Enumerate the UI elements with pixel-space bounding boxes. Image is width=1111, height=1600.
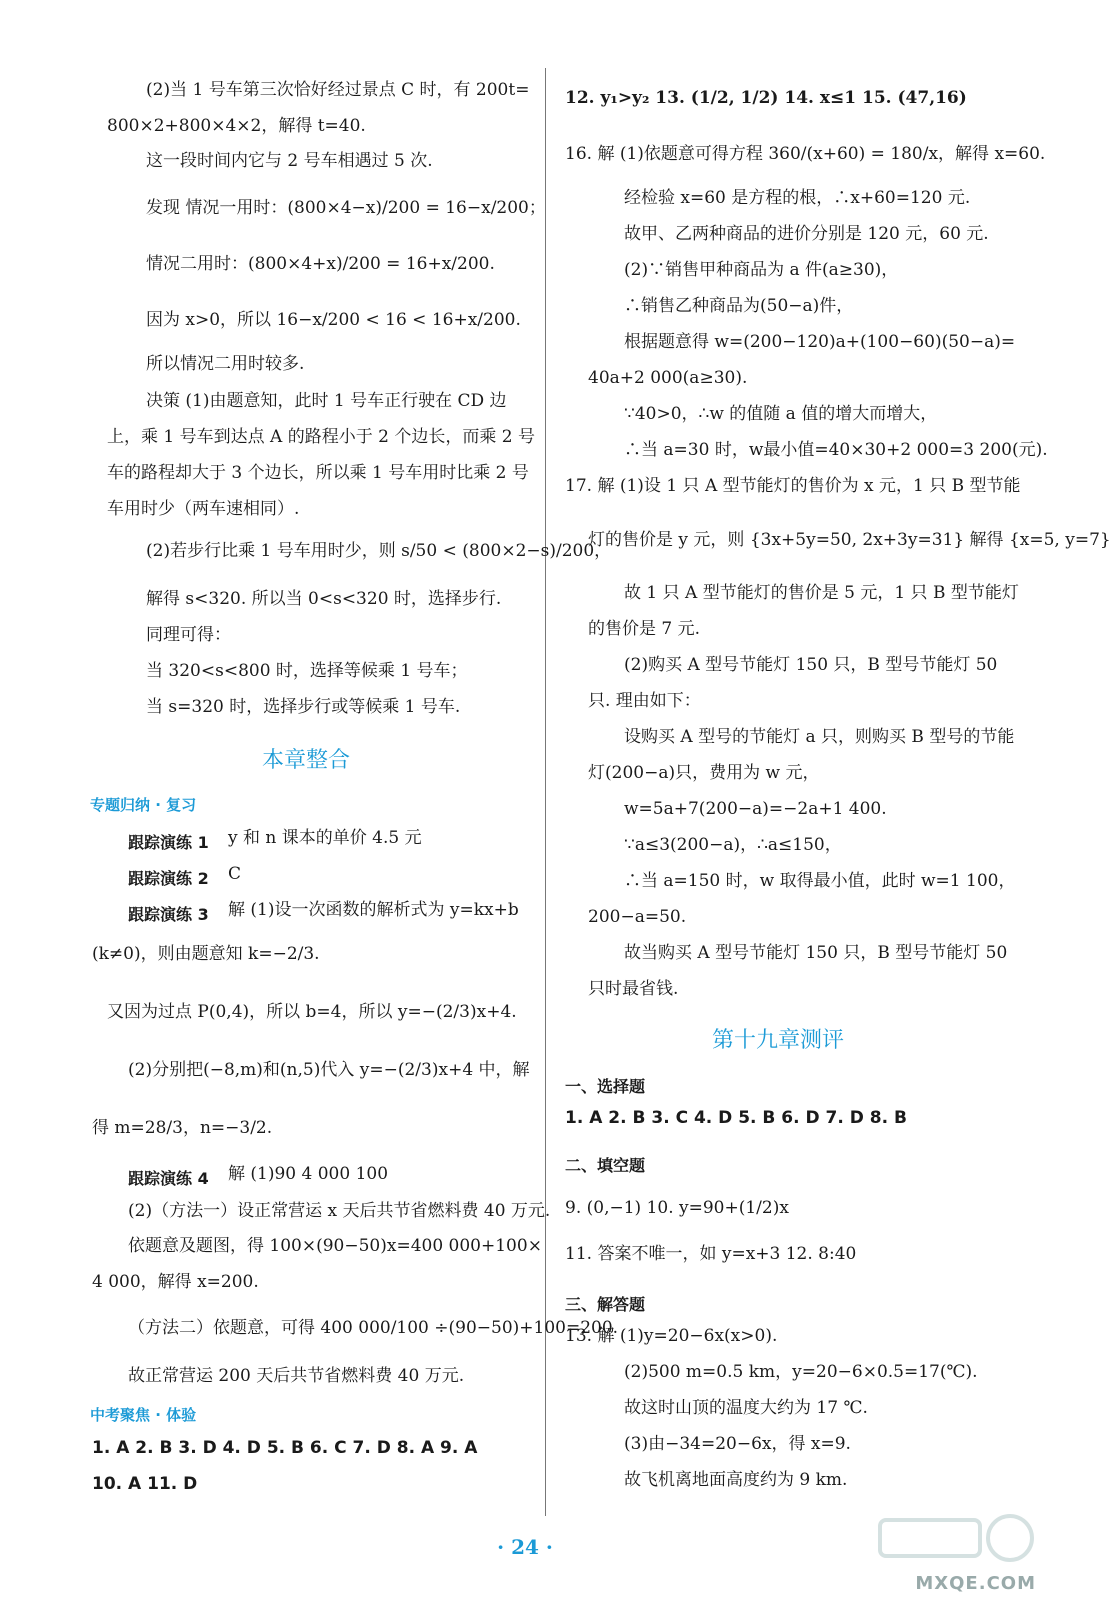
text-line: 根据题意得 w=(200−120)a+(100−60)(50−a)= — [624, 332, 1016, 352]
text-line: 故甲、乙两种商品的进价分别是 120 元，60 元. — [624, 224, 989, 244]
text-line: 解 (1)设一次函数的解析式为 y=kx+b — [228, 900, 519, 920]
text-line: 灯的售价是 y 元，则 {3x+5y=50, 2x+3y=31} 解得 {x=5, y=7} — [588, 530, 1111, 550]
text-line: 13. 解 (1)y=20−6x(x>0). — [565, 1326, 778, 1346]
text-line: 16. 解 (1)依题意可得方程 360/(x+60) = 180/x，解得 x=60. — [565, 144, 1046, 164]
text-line: 解 (1)90 4 000 100 — [228, 1164, 389, 1184]
text-line: (k≠0)，则由题意知 k=−2/3. — [92, 944, 320, 964]
text-line: 这一段时间内它与 2 号车相遇过 5 次. — [146, 151, 433, 171]
answer-line: 12. y₁>y₂ 13. (1/2, 1/2) 14. x≤1 15. (47,16) — [565, 88, 967, 108]
section-heading: 第十九章测评 — [712, 1028, 845, 1053]
text-line: (3)由−34=20−6x，得 x=9. — [624, 1434, 851, 1454]
section-label: 二、填空题 — [565, 1156, 646, 1175]
text-line: （方法二）依题意，可得 400 000/100 ÷(90−50)+100=200. — [128, 1318, 619, 1338]
subsection-label: 专题归纳 · 复习 — [90, 796, 197, 814]
text-line: 同理可得： — [146, 625, 231, 645]
text-line: 决策 (1)由题意知，此时 1 号车正行驶在 CD 边 — [146, 391, 507, 411]
text-line: 经检验 x=60 是方程的根，∴x+60=120 元. — [624, 188, 971, 208]
exercise-label: 跟踪演练 1 — [128, 833, 209, 852]
text-line: 又因为过点 P(0,4)，所以 b=4，所以 y=−(2/3)x+4. — [107, 1002, 517, 1022]
text-line: 故飞机离地面高度约为 9 km. — [624, 1470, 848, 1490]
text-line: 情况二用时：(800×4+x)/200 = 16+x/200. — [146, 254, 495, 274]
text-line: (2)500 m=0.5 km，y=20−6×0.5=17(℃). — [624, 1362, 978, 1382]
text-line: 因为 x>0，所以 16−x/200 < 16 < 16+x/200. — [146, 310, 521, 330]
text-line: 上，乘 1 号车到达点 A 的路程小于 2 个边长，而乘 2 号 — [107, 427, 535, 447]
text-line: 当 s=320 时，选择步行或等候乘 1 号车. — [146, 697, 461, 717]
text-line: 故 1 只 A 型节能灯的售价是 5 元，1 只 B 型节能灯 — [624, 583, 1019, 603]
text-line: (2)分别把(−8,m)和(n,5)代入 y=−(2/3)x+4 中，解 — [128, 1060, 530, 1080]
section-label: 一、选择题 — [565, 1077, 646, 1096]
text-line: ∵40>0，∴w 的值随 a 值的增大而增大， — [624, 404, 938, 424]
page-number: · 24 · — [497, 1535, 553, 1559]
subsection-label: 中考聚焦 · 体验 — [90, 1406, 197, 1424]
text-line: 故正常营运 200 天后共节省燃料费 40 万元. — [128, 1366, 465, 1386]
text-line: ∴销售乙种商品为(50−a)件， — [624, 296, 854, 316]
text-line: 依题意及题图，得 100×(90−50)x=400 000+100× — [128, 1236, 542, 1256]
text-line: 故当购买 A 型号节能灯 150 只，B 型号节能灯 50 — [624, 943, 1008, 963]
text-line: 故这时山顶的温度大约为 17 ℃. — [624, 1398, 868, 1418]
watermark-text: MXQE.COM — [915, 1573, 1036, 1594]
text-line: (2)（方法一）设正常营运 x 天后共节省燃料费 40 万元. — [128, 1201, 551, 1221]
text-line: 所以情况二用时较多. — [146, 354, 305, 374]
text-line: 解得 s<320. 所以当 0<s<320 时，选择步行. — [146, 589, 502, 609]
text-line: (2)当 1 号车第三次恰好经过景点 C 时，有 200t= — [146, 80, 530, 100]
text-line: ∴当 a=150 时，w 取得最小值，此时 w=1 100， — [624, 871, 1016, 891]
text-line: 4 000，解得 x=200. — [92, 1272, 259, 1292]
text-line: (2)若步行比乘 1 号车用时少，则 s/50 < (800×2−s)/200， — [146, 541, 612, 561]
text-line: 车用时少（两车速相同）. — [107, 499, 300, 519]
answer-line: 1. A 2. B 3. C 4. D 5. B 6. D 7. D 8. B — [565, 1108, 907, 1128]
answer-line: 9. (0,−1) 10. y=90+(1/2)x — [565, 1198, 789, 1218]
section-heading: 本章整合 — [262, 748, 351, 773]
text-line: ∴当 a=30 时，w最小值=40×30+2 000=3 200(元). — [624, 440, 1048, 460]
text-line: 只. 理由如下： — [588, 691, 701, 711]
text-line: 得 m=28/3，n=−3/2. — [92, 1118, 273, 1138]
text-line: 17. 解 (1)设 1 只 A 型节能灯的售价为 x 元，1 只 B 型节能 — [565, 476, 1021, 496]
text-line: y 和 n 课本的单价 4.5 元 — [228, 828, 422, 848]
column-divider — [545, 68, 546, 1516]
text-line: 只时最省钱. — [588, 979, 679, 999]
text-line: (2)购买 A 型号节能灯 150 只，B 型号节能灯 50 — [624, 655, 998, 675]
exercise-label: 跟踪演练 4 — [128, 1169, 209, 1188]
exercise-label: 跟踪演练 2 — [128, 869, 209, 888]
text-line: 的售价是 7 元. — [588, 619, 701, 639]
text-line: 发现 情况一用时：(800×4−x)/200 = 16−x/200； — [146, 198, 546, 218]
text-line: C — [228, 864, 242, 884]
answer-line: 11. 答案不唯一，如 y=x+3 12. 8:40 — [565, 1244, 857, 1264]
text-line: 灯(200−a)只，费用为 w 元， — [588, 763, 820, 783]
text-line: 设购买 A 型号的节能灯 a 只，则购买 B 型号的节能 — [624, 727, 1015, 747]
text-line: 当 320<s<800 时，选择等候乘 1 号车； — [146, 661, 468, 681]
text-line: 车的路程却大于 3 个边长，所以乘 1 号车用时比乘 2 号 — [107, 463, 529, 483]
text-line: 200−a=50. — [588, 907, 687, 927]
text-line: ∵a≤3(200−a)，∴a≤150， — [624, 835, 842, 855]
answer-line: 10. A 11. D — [92, 1474, 198, 1494]
text-line: 800×2+800×4×2，解得 t=40. — [107, 116, 366, 136]
text-line: (2)∵销售甲种商品为 a 件(a≥30)， — [624, 260, 899, 280]
exercise-label: 跟踪演练 3 — [128, 905, 209, 924]
text-line: w=5a+7(200−a)=−2a+1 400. — [624, 799, 887, 819]
section-label: 三、解答题 — [565, 1295, 646, 1314]
text-line: 40a+2 000(a≥30). — [588, 368, 748, 388]
answer-line: 1. A 2. B 3. D 4. D 5. B 6. C 7. D 8. A 9. A — [92, 1438, 478, 1458]
